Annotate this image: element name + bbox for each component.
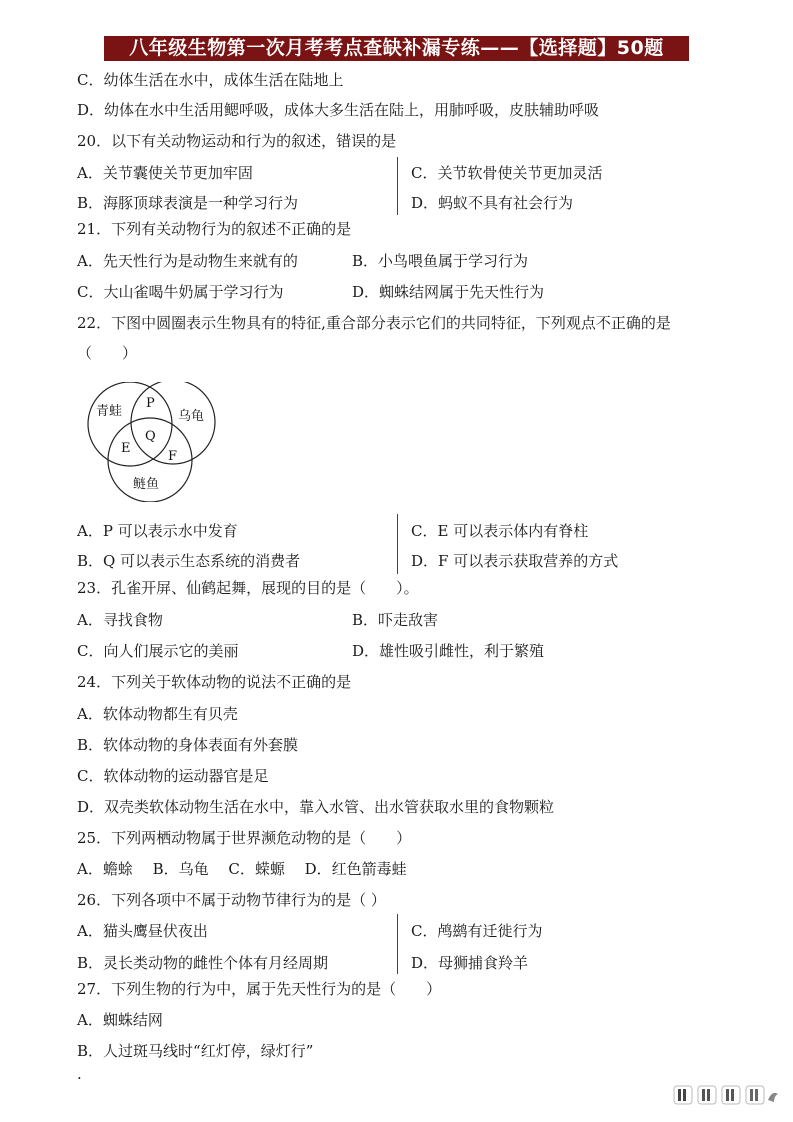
q23-option-b: B．吓走敌害 — [352, 611, 439, 629]
q22-stem: 22．下图中圆圈表示生物具有的特征,重合部分表示它们的共同特征，下列观点不正确的是 — [77, 314, 671, 332]
watermark-logo — [672, 1082, 782, 1108]
q22-option-b: B．Q 可以表示生态系统的消费者 — [77, 552, 301, 570]
venn-label-frog: 青蛙 — [96, 404, 123, 419]
column-divider — [397, 157, 398, 215]
q26-stem: 26．下列各项中不属于动物节律行为的是（ ） — [77, 891, 386, 909]
column-divider — [397, 514, 398, 574]
q21-stem: 21．下列有关动物行为的叙述不正确的是 — [77, 220, 352, 238]
venn-label-fish: 鲢鱼 — [133, 477, 160, 492]
q22-option-c: C．E 可以表示体内有脊柱 — [411, 522, 589, 540]
q23-option-c: C．向人们展示它的美丽 — [77, 642, 239, 660]
q27-option-b: B．人过斑马线时“红灯停，绿灯行” — [77, 1042, 314, 1060]
q20-option-b: B．海豚顶球表演是一种学习行为 — [77, 194, 299, 212]
q23-stem: 23．孔雀开屏、仙鹤起舞，展现的目的是（ ）。 — [77, 579, 419, 597]
venn-diagram — [78, 382, 228, 502]
q21-option-c: C．大山雀喝牛奶属于学习行为 — [77, 283, 284, 301]
watermark-bars-icon — [672, 1082, 782, 1108]
q27-stem: 27．下列生物的行为中，属于先天性行为的是（ ） — [77, 980, 442, 998]
q19-option-c: C．幼体生活在水中，成体生活在陆地上 — [77, 71, 344, 89]
q22-option-a: A．P 可以表示水中发育 — [77, 522, 238, 540]
q21-option-a: A．先天性行为是动物生来就有的 — [77, 252, 298, 270]
q23-option-a: A．寻找食物 — [77, 611, 163, 629]
q20-option-a: A．关节囊使关节更加牢固 — [77, 164, 253, 182]
q25-options: A．蟾蜍 B．乌龟 C．蝾螈 D．红色箭毒蛙 — [77, 860, 407, 878]
q26-option-c: C．鸬鹚有迁徙行为 — [411, 922, 543, 940]
venn-region-p: P — [146, 396, 155, 411]
q19-option-d: D．幼体在水中生活用鳃呼吸，成体大多生活在陆上，用肺呼吸，皮肤辅助呼吸 — [77, 101, 600, 119]
q23-option-d: D．雄性吸引雌性，利于繁殖 — [352, 642, 545, 660]
q22-option-d: D．F 可以表示获取营养的方式 — [411, 552, 619, 570]
q21-option-b: B．小鸟喂鱼属于学习行为 — [352, 252, 529, 270]
q25-stem: 25．下列两栖动物属于世界濒危动物的是（ ） — [77, 829, 412, 847]
q22-answer-paren: （ ） — [77, 344, 138, 362]
q20-stem: 20．以下有关动物运动和行为的叙述，错误的是 — [77, 132, 397, 150]
q26-option-d: D．母狮捕食羚羊 — [411, 954, 529, 972]
q24-option-b: B．软体动物的身体表面有外套膜 — [77, 736, 299, 754]
page-title: 八年级生物第一次月考考点查缺补漏专练——【选择题】50题 — [104, 36, 689, 61]
q24-option-a: A．软体动物都生有贝壳 — [77, 705, 238, 723]
q26-option-a: A．猫头鹰昼伏夜出 — [77, 922, 208, 940]
venn-region-f: F — [168, 449, 178, 464]
q24-option-d: D．双壳类软体动物生活在水中，靠入水管、出水管获取水里的食物颗粒 — [77, 798, 555, 816]
venn-label-turtle: 乌龟 — [178, 409, 205, 424]
q26-option-b: B．灵长类动物的雌性个体有月经周期 — [77, 954, 329, 972]
venn-region-q: Q — [145, 429, 156, 444]
q24-option-c: C．软体动物的运动器官是足 — [77, 767, 269, 785]
q21-option-d: D．蜘蛛结网属于先天性行为 — [352, 283, 545, 301]
stray-dot: · — [77, 1069, 82, 1087]
q27-option-a: A．蜘蛛结网 — [77, 1011, 163, 1029]
column-divider — [397, 914, 398, 974]
q24-stem: 24．下列关于软体动物的说法不正确的是 — [77, 673, 352, 691]
q20-option-d: D．蚂蚁不具有社会行为 — [411, 194, 574, 212]
venn-region-e: E — [121, 441, 131, 456]
q20-option-c: C．关节软骨使关节更加灵活 — [411, 164, 603, 182]
